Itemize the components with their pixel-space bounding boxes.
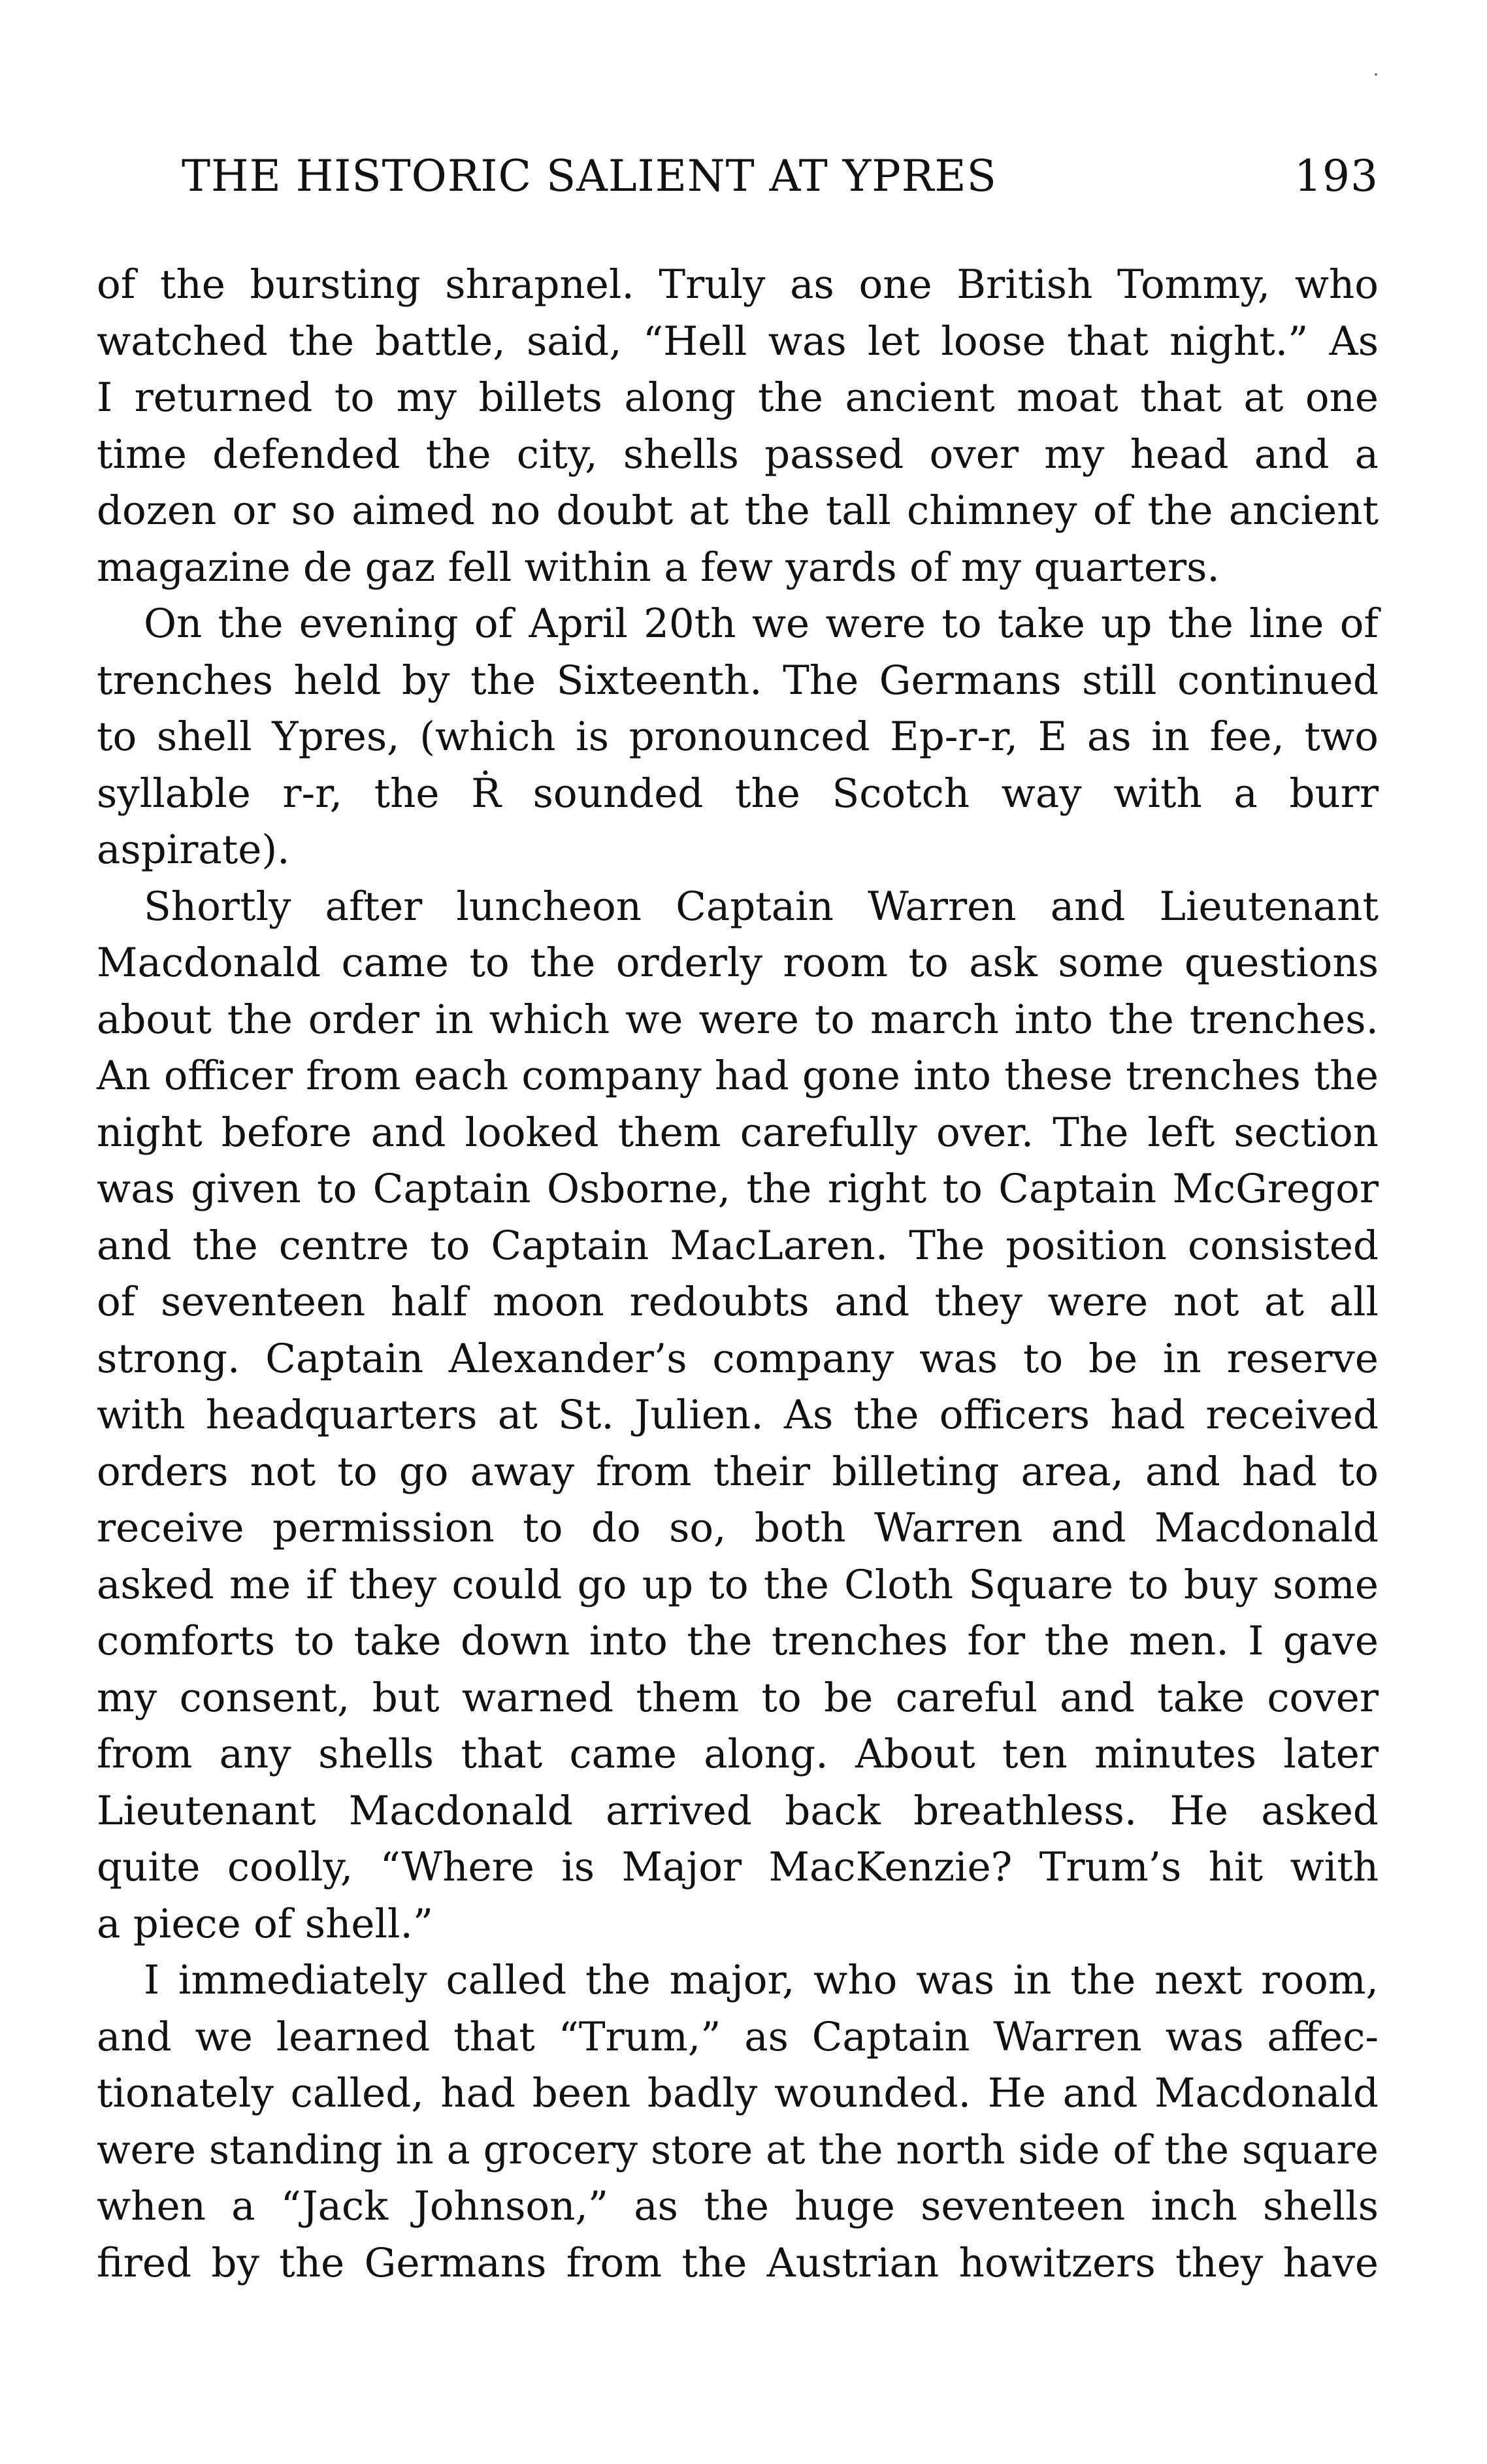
paragraph-first-line: Shortly after luncheon Captain Warren and Lieutenant (144, 883, 1379, 930)
running-header (182, 149, 1379, 204)
text-line: my consent, but warned them to be careful and take cover (97, 1674, 1379, 1721)
page-number: 193 (1294, 151, 1379, 201)
text-line: dozen or so aimed no doubt at the tall chimney of the ancient (97, 487, 1379, 534)
paragraph-first-line: On the evening of April 20th we were to take up the line of (144, 600, 1379, 647)
text-line: quite coolly, “Where is Major MacKenzie? Trum’s hit with (97, 1844, 1379, 1890)
text-line: tionately called, had been badly wounded. He and Macdonald (97, 2070, 1379, 2116)
text-line: trenches held by the Sixteenth. The Germans still continued (97, 657, 1379, 704)
text-line: of seventeen half moon redoubts and they were not at all (97, 1279, 1379, 1325)
paragraph-first-line: I immediately called the major, who was in the next room, (144, 1957, 1379, 2003)
header-title: THE HISTORIC SALIENT AT YPRES (182, 151, 997, 201)
paper-speck (1375, 73, 1377, 76)
text-line: asked me if they could go up to the Cloth Square to buy some (97, 1561, 1379, 1608)
text-line: Lieutenant Macdonald arrived back breathless. He asked (97, 1787, 1379, 1834)
text-line: and the centre to Captain MacLaren. The position consisted (97, 1222, 1379, 1269)
text-line: and we learned that “Trum,” as Captain Warren was affec- (97, 2013, 1379, 2060)
text-line: time defended the city, shells passed over my head and a (97, 431, 1379, 478)
text-line: I returned to my billets along the ancient moat that at one (97, 374, 1379, 421)
text-line: receive permission to do so, both Warren and Macdonald (97, 1505, 1379, 1551)
text-line: night before and looked them carefully over. The left section (97, 1109, 1379, 1156)
text-line: fired by the Germans from the Austrian howitzers they have (97, 2239, 1379, 2286)
text-line: comforts to take down into the trenches for the men. I gave (97, 1618, 1379, 1664)
text-line: with headquarters at St. Julien. As the officers had received (97, 1392, 1379, 1438)
text-line: when a “Jack Johnson,” as the huge seventeen inch shells (97, 2183, 1379, 2229)
text-line: about the order in which we were to march into the trenches. (97, 996, 1379, 1043)
text-line: a piece of shell.” (97, 1900, 434, 1947)
text-line: watched the battle, said, “Hell was let loose that night.” As (97, 318, 1379, 365)
text-line: of the bursting shrapnel. Truly as one British Tommy, who (97, 261, 1379, 308)
text-line: was given to Captain Osborne, the right to Captain McGregor (97, 1166, 1379, 1212)
body-text (97, 257, 1379, 2292)
text-line: to shell Ypres, (which is pronounced Ep-r-r, E as in fee, two (97, 714, 1379, 760)
text-line: syllable r-r, the Ṙ sounded the Scotch way with a burr (97, 770, 1379, 817)
text-line: An officer from each company had gone into these trenches the (97, 1053, 1379, 1099)
text-line: from any shells that came along. About ten minutes later (97, 1731, 1379, 1777)
text-line: were standing in a grocery store at the north side of the square (97, 2127, 1379, 2173)
text-line: aspirate). (97, 827, 290, 873)
text-line: magazine de gaz fell within a few yards of my quarters. (97, 544, 1220, 591)
text-line: orders not to go away from their billeting area, and had to (97, 1448, 1379, 1495)
text-line: Macdonald came to the orderly room to ask some questions (97, 940, 1379, 986)
text-line: strong. Captain Alexander’s company was to be in reserve (97, 1335, 1379, 1382)
